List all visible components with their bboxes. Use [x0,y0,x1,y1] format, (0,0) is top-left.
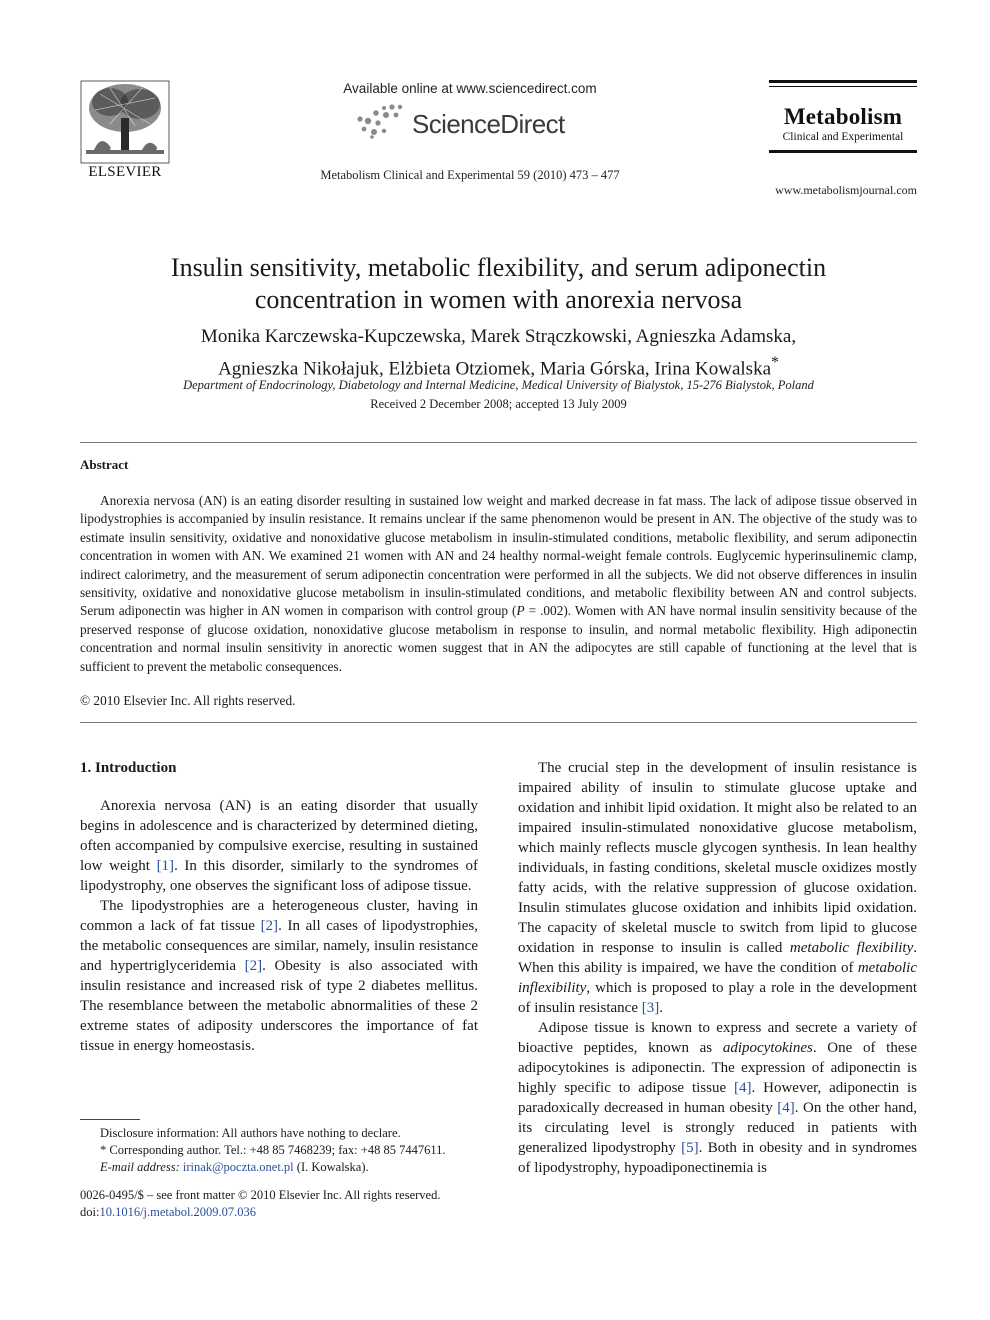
intro-p1-a: Anorexia nervosa (AN) is an eating disorder that usually begins in adolescence and is characterized by determined dieting, often accompanied by compulsive exercise, resulting in sustained low weight [80,798,478,874]
sciencedirect-wordmark: ScienceDirect [412,109,565,139]
article-title [80,252,917,316]
authors-line-1: Monika Karczewska-Kupczewska, Marek Strączkowski, Agnieszka Adamska, [200,326,797,347]
term-metabolic-flexibility: metabolic flexibility [789,940,914,956]
doi-label: doi: [80,1205,100,1219]
doi-line [80,1204,500,1221]
intro-paragraph-1 [80,796,478,896]
abstract-text-a: Anorexia nervosa (AN) is an eating disorder resulting in sustained low weight and marked decrease in fat mass. The lack of adipose tissue observed in lipodystrophies is accompanied by insulin resistance. It remains unclear if the same phenomenon would be present in AN. The objective of the study was to estimate insulin sensitivity, oxidative and nonoxidative glucose metabolism in insulin-stimulated conditions, metabolic flexibility, and serum adiponectin concentration in women with AN. We examined 21 women with AN and 24 healthy normal-weight female controls. Euglycemic hyperinsulinemic clamp, indirect calorimetry, and the measurement of serum adiponectin concentration were performed in all the subjects. We did not observe differences in insulin sensitivity, oxidative and nonoxidative glucose metabolism in insulin-stimulated conditions, and metabolic flexibility between AN and control subjects. Serum adiponectin was higher in AN women in comparison with control group ( [80,493,917,619]
author-list [80,324,917,382]
masthead-rule-bottom [769,150,917,153]
citation-link-2[interactable]: [2] [260,918,279,934]
front-matter-line: 0026-0495/$ – see front matter © 2010 Elsevier Inc. All rights reserved. [80,1188,441,1202]
doi-link[interactable]: 10.1016/j.metabol.2009.07.036 [99,1205,257,1219]
p-symbol: P [516,603,525,619]
article-title-line-1: Insulin sensitivity, metabolic flexibility, and serum adiponectin [170,253,827,282]
intro-p4-c: . However, adiponectin is paradoxically decreased in human obesity [518,1080,917,1116]
footnote-rule [80,1119,140,1120]
masthead-rule-top-thin [769,86,917,87]
intro-p2-a: The lipodystrophies are a heterogeneous cluster, having in common a lack of fat tissue [80,898,478,934]
email-note [80,1159,480,1176]
intro-p4-b: . One of these adipocytokines is adiponectin. The expression of adiponectin is highly specific to adipose tissue [518,1040,918,1096]
journal-subtitle: Clinical and Experimental [782,131,904,143]
intro-p2-c: . Obesity is also associated with insulin resistance and increased risk of type 2 diabetes mellitus. The resemblance between the metabolic abnormalities of these 2 extreme states of adiposity underscores the importance of fat tissue in energy homeostasis. [80,958,479,1054]
abstract-text [80,492,917,676]
intro-paragraph-3 [518,758,917,1018]
citation-link-2-second[interactable]: [2] [244,958,263,974]
section-heading-introduction: 1. Introduction [80,760,177,776]
intro-p4-d: . On the other hand, its circulating level is strongly reduced in patients with generalized lipodystrophy [518,1100,917,1156]
footnotes [80,1125,480,1176]
citation-link-4[interactable]: [4] [734,1080,752,1096]
masthead-rule-top [769,80,917,83]
citation-link-3[interactable]: [3] [641,1000,660,1016]
intro-p1-b: . In this disorder, similarly to the syndromes of lipodystrophy, one observes the significant loss of adipose tissue. [80,858,479,894]
corresponding-author-note: * Corresponding author. Tel.: +48 85 7468239; fax: +48 85 7447611. [100,1143,446,1157]
affiliation: Department of Endocrinology, Diabetology and Internal Medicine, Medical University of Bialystok, 15-276 Bialystok, Poland [183,378,814,392]
available-online-text: Available online at www.sciencedirect.com [343,81,597,96]
term-metabolic-inflexibility: metabolic inflexibility [518,960,917,996]
authors-line-2-text: Agnieszka Nikołajuk, Elżbieta Otziomek, Maria Górska, Irina Kowalska [218,358,772,380]
corresponding-author-mark[interactable]: * [771,354,779,371]
intro-paragraph-2 [80,896,478,1056]
journal-name: Metabolism [783,104,903,129]
right-column [518,758,917,1178]
elsevier-logo [80,80,170,182]
disclosure-note: Disclosure information: All authors have nothing to declare. [100,1126,401,1140]
front-matter [80,1187,500,1221]
divider-bottom [80,722,917,723]
intro-p4-a: Adipose tissue is known to express and secrete a variety of bioactive peptides, known as [518,1020,917,1056]
intro-paragraph-4 [518,1018,917,1178]
citation-link-5[interactable]: [5] [681,1140,699,1156]
intro-p2-b: . In all cases of lipodystrophies, the metabolic consequences are similar, namely, insulin resistance and hypertriglyceridemia [80,918,478,974]
sciencedirect-dots-icon [354,103,408,139]
intro-p3-a: The crucial step in the development of insulin resistance is impaired ability of insulin to stimulate glucose uptake and oxidation and inhibit lipid oxidation. It might also be related to an impaired insulin-stimulated nonoxidative glucose metabolism, which mainly reflects muscle glycogen synthesis. In lean healthy individuals, in fasting conditions, skeletal muscle oxidizes mostly fatty acids, with the relative suppression of glucose oxidation. Insulin stimulates glucose oxidation and inhibits lipid oxidation. The capacity of skeletal muscle to switch from lipid to glucose oxidation in response to insulin is called [518,760,917,956]
abstract-heading: Abstract [80,457,129,472]
divider-top [80,442,917,443]
abstract-copyright: © 2010 Elsevier Inc. All rights reserved. [80,693,296,708]
intro-p3-b: . When this ability is impaired, we have the condition of [518,940,918,976]
sciencedirect-logo [354,103,594,143]
term-adipocytokines: adipocytokines [722,1040,813,1056]
article-title-line-2: concentration in women with anorexia nervosa [254,285,743,314]
citation-link-1[interactable]: [1] [156,858,175,874]
left-column [80,758,478,1056]
publisher-name: ELSEVIER [88,164,162,180]
intro-p3-c: , which is proposed to play a role in the development of insulin resistance [518,980,917,1016]
elsevier-tree-icon [80,80,170,164]
email-link[interactable]: irinak@poczta.onet.pl [182,1160,294,1174]
journal-citation: Metabolism Clinical and Experimental 59 (2010) 473 – 477 [320,168,620,182]
abstract-text-b: = .002). Women with AN have normal insulin sensitivity because of the preserved response of glucose oxidation, nonoxidative glucose metabolism in response to insulin, and normal metabolic flexibility. High adiponectin concentration and normal insulin sensitivity in anorectic women suggest that in AN the adipocytes are still capable of functioning at the level that is sufficient to prevent the metabolic consequences. [80,603,917,674]
email-label: E-mail address: [100,1160,183,1174]
email-owner: (I. Kowalska). [293,1160,369,1174]
received-dates: Received 2 December 2008; accepted 13 July 2009 [370,397,627,411]
intro-p3-d: . [659,1000,663,1016]
intro-p4-e: . Both in obesity and in syndromes of lipodystrophy, hypoadiponectinemia is [518,1140,917,1176]
citation-link-4-second[interactable]: [4] [777,1100,795,1116]
journal-url[interactable]: www.metabolismjournal.com [775,183,917,197]
